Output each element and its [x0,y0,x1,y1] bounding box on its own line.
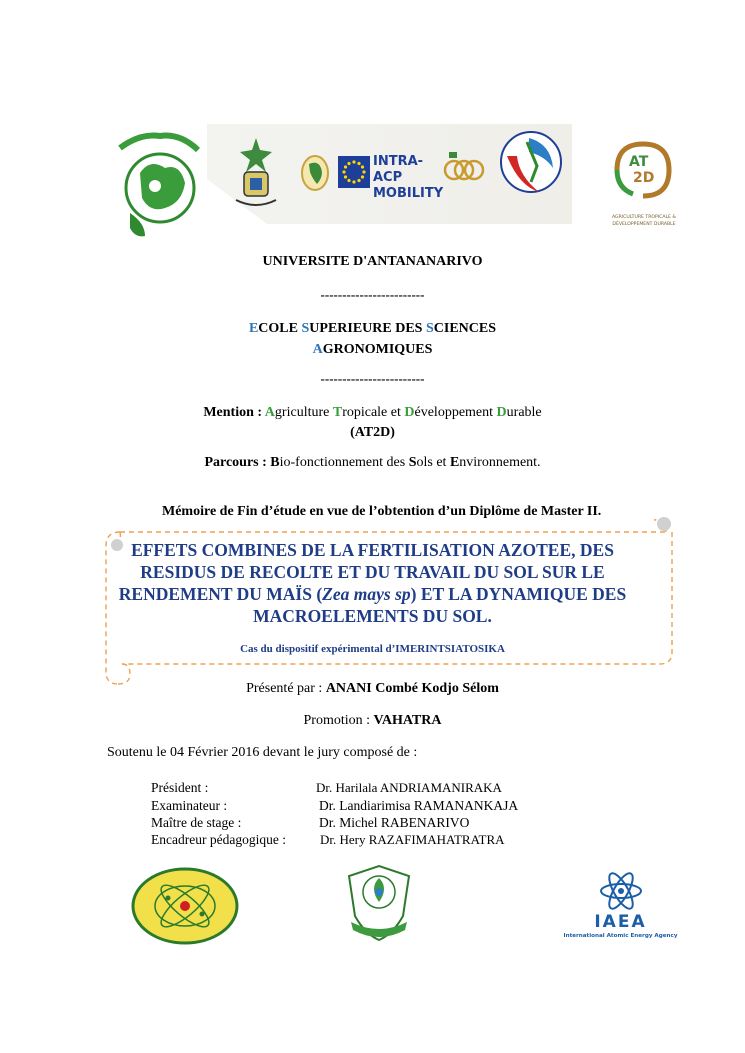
university-name: UNIVERSITE D'ANTANANARIVO [262,254,483,269]
intra-acp-text: INTRA-ACP [373,154,424,185]
at2d-logo [603,138,685,238]
thesis-title-line-3: RENDEMENT DU MAÏS (Zea mays sp) ET LA DYNAMIQUE DES [118,584,627,604]
defense-statement: Soutenu le 04 Février 2016 devant le jury composé de : [107,745,418,760]
jury-member: Dr. Michel RABENARIVO [319,815,470,830]
at2d-number: 2D [633,170,655,186]
eu-flag-icon [338,156,370,188]
iaea-full-name: International Atomic Energy Agency [563,933,678,939]
fofifa-logo [499,126,563,204]
memoire-statement: Mémoire de Fin d’étude en vue de l’obtention d’un Diplôme de Master II. [162,504,602,519]
acp-rings-icon [443,150,485,190]
thesis-subtitle: Cas du dispositif expérimental d’IMERINTSIATOSIKA [240,643,505,655]
at2d-caption-1: AGRICULTURE TROPICALE & [612,215,676,220]
intra-acp-mobility-logo [373,154,444,201]
separator-1: ------------------------ [320,287,425,302]
african-union-icon [300,154,330,192]
separator-2: ------------------------ [320,371,425,386]
presented-by: Présenté par : ANANI Combé Kodjo Sélom [246,681,499,696]
thesis-title-line-1: EFFETS COMBINES DE LA FERTILISATION AZOTEE, DES [131,540,614,560]
jury-member: Dr. Harilala ANDRIAMANIRAKA [316,780,502,795]
thesis-title-line-2: RESIDUS DE RECOLTE ET DU TRAVAIL DU SOL SUR LE [140,562,605,582]
iaea-logo [553,872,688,944]
parcours: Parcours : Bio-fonctionnement des Sols et Environnement. [204,455,541,470]
essa-logo [110,128,205,240]
school-name: ECOLE SUPERIEURE DES SCIENCES AGRONOMIQUES [248,321,497,357]
iaea-acronym: IAEA [594,912,647,932]
crest-icon [232,136,280,212]
jury-member: Dr. Hery RAZAFIMAHATRATRA [320,832,505,847]
partner-logos-strip [207,124,572,224]
mention: Mention : Agriculture Tropicale et Développement Durable (AT2D) [203,405,542,440]
thesis-title [0,539,745,627]
jury-role: Maître de stage : [151,815,242,830]
promotion-name: VAHATRA [373,713,442,728]
species-name: Zea mays sp [322,584,411,604]
author-name: ANANI Combé Kodjo Sélom [325,681,499,696]
mobility-text: MOBILITY [373,186,444,201]
at2d-caption-2: DÉVELOPPEMENT DURABLE [612,222,676,227]
radioisotopes-lab-logo [130,866,240,946]
jury-role: Encadreur pédagogique : [151,832,286,847]
thesis-title-line-4: MACROELEMENTS DU SOL. [253,606,492,626]
at2d-text: AT [629,154,649,170]
jury-member: Dr. Landiarimisa RAMANANKAJA [319,798,519,813]
promotion: Promotion : VAHATRA [303,713,442,728]
school-emblem-logo [343,862,415,946]
jury-role: Examinateur : [151,798,228,813]
jury-role: Président : [151,780,209,795]
